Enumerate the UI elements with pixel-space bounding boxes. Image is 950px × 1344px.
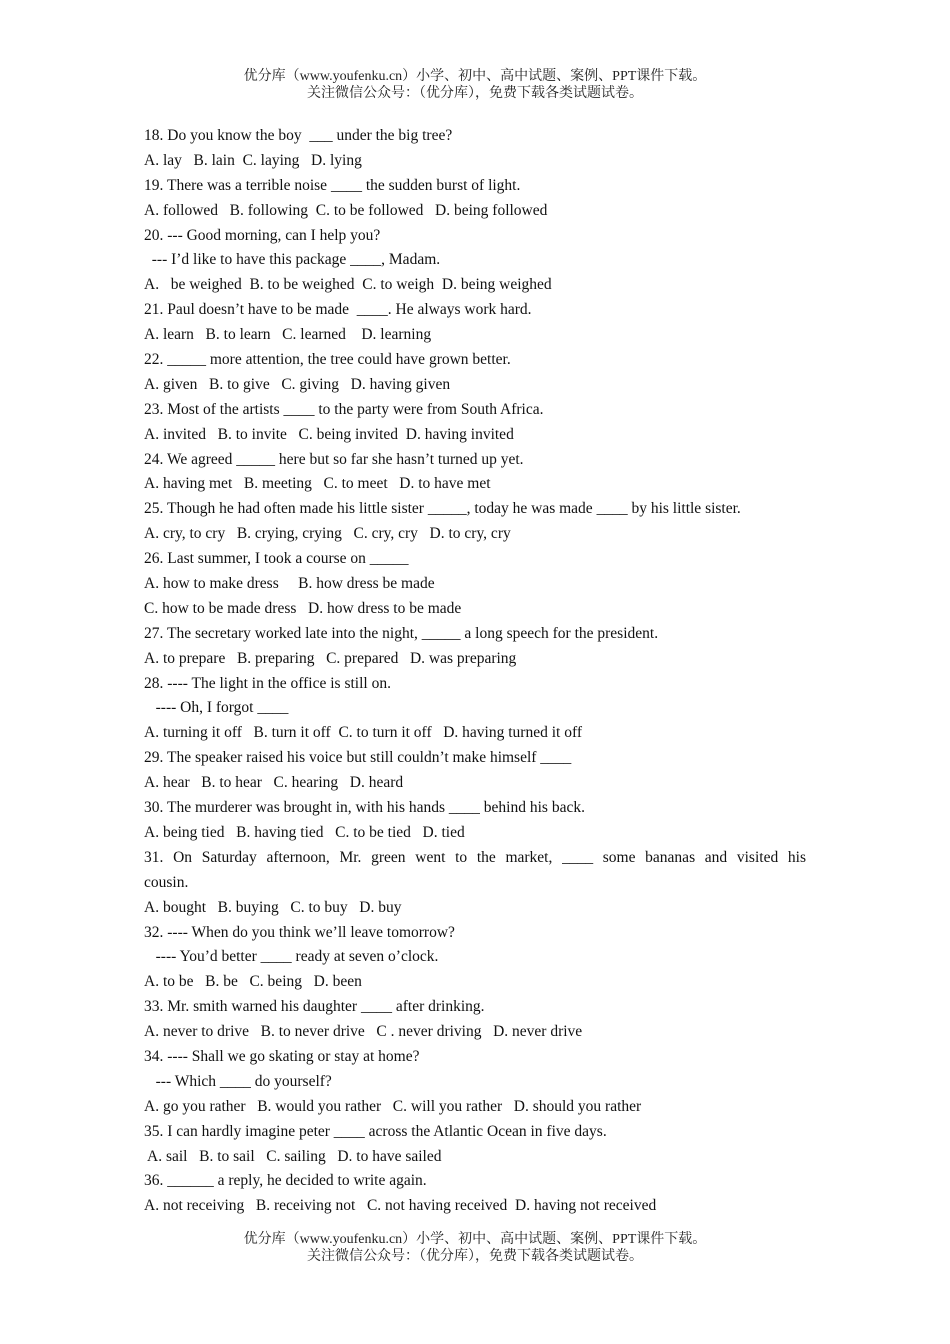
answer-options: A. go you rather B. would you rather C. will you rather D. should you rather xyxy=(144,1097,642,1115)
answer-options: A. followed B. following C. to be followed D. being followed xyxy=(144,201,548,219)
answer-options: A. turning it off B. turn it off C. to turn it off D. having turned it off xyxy=(144,724,582,742)
dialogue-line: --- I’d like to have this package ____, Madam. xyxy=(144,251,441,269)
question-line: 20. --- Good morning, can I help you? xyxy=(144,226,381,244)
answer-options: A. not receiving B. receiving not C. not having received D. having not received xyxy=(144,1197,657,1215)
answer-options: A. learn B. to learn C. learned D. learning xyxy=(144,326,432,344)
question-line: 33. Mr. smith warned his daughter ____ after drinking. xyxy=(144,998,485,1016)
question-line: 21. Paul doesn’t have to be made ____. He always work hard. xyxy=(144,301,532,319)
answer-options: A. never to drive B. to never drive C . never driving D. never drive xyxy=(144,1023,583,1041)
question-line: 32. ---- When do you think we’ll leave tomorrow? xyxy=(144,923,455,941)
answer-options: C. how to be made dress D. how dress to be made xyxy=(144,599,462,617)
question-line: 35. I can hardly imagine peter ____ across the Atlantic Ocean in five days. xyxy=(144,1122,607,1140)
question-line: 27. The secretary worked late into the night, _____ a long speech for the president. xyxy=(144,624,659,642)
question-line: 36. ______ a reply, he decided to write again. xyxy=(144,1172,427,1190)
question-line: 34. ---- Shall we go skating or stay at home? xyxy=(144,1047,420,1065)
page-header xyxy=(0,68,950,102)
page-footer xyxy=(0,1231,950,1265)
answer-options: A. hear B. to hear C. hearing D. heard xyxy=(144,774,404,792)
question-line: 26. Last summer, I took a course on _____ xyxy=(144,550,409,568)
question-line: 28. ---- The light in the office is still on. xyxy=(144,674,391,692)
answer-options: A. be weighed B. to be weighed C. to weigh D. being weighed xyxy=(144,276,552,294)
question-line: 30. The murderer was brought in, with his hands ____ behind his back. xyxy=(144,799,585,817)
answer-options: A. to prepare B. preparing C. prepared D. was preparing xyxy=(144,649,517,667)
dialogue-line: --- Which ____ do yourself? xyxy=(144,1072,332,1090)
question-line: 23. Most of the artists ____ to the party were from South Africa. xyxy=(144,400,544,418)
answer-options: A. sail B. to sail C. sailing D. to have sailed xyxy=(144,1147,442,1165)
answer-options: A. lay B. lain C. laying D. lying xyxy=(144,151,362,169)
answer-options: A. bought B. buying C. to buy D. buy xyxy=(144,898,402,916)
footer-line-1: 优分库（www.youfenku.cn）小学、初中、高中试题、案例、PPT课件下载。 xyxy=(243,1232,707,1247)
question-line: 31. On Saturday afternoon, Mr. green went to the market, ____ some bananas and visited his xyxy=(144,848,806,866)
answer-options: A. invited B. to invite C. being invited D. having invited xyxy=(144,425,514,443)
header-line-1: 优分库（www.youfenku.cn）小学、初中、高中试题、案例、PPT课件下载。 xyxy=(243,69,707,84)
answer-options: A. to be B. be C. being D. been xyxy=(144,973,362,991)
answer-options: A. cry, to cry B. crying, crying C. cry, cry D. to cry, cry xyxy=(144,525,511,543)
answer-options: A. how to make dress B. how dress be made xyxy=(144,575,435,593)
question-line: 25. Though he had often made his little sister _____, today he was made ____ by his little sister. xyxy=(144,500,741,518)
question-line: 22. _____ more attention, the tree could have grown better. xyxy=(144,351,511,369)
question-line: 29. The speaker raised his voice but still couldn’t make himself ____ xyxy=(144,749,572,767)
question-line-continued: cousin. xyxy=(144,873,189,891)
question-line: 18. Do you know the boy ___ under the big tree? xyxy=(144,127,453,144)
answer-options: A. given B. to give C. giving D. having given xyxy=(144,375,451,393)
footer-line-2: 关注微信公众号：（优分库），免费下载各类试题试卷。 xyxy=(307,1249,643,1264)
answer-options: A. having met B. meeting C. to meet D. to have met xyxy=(144,475,491,493)
dialogue-line: ---- Oh, I forgot ____ xyxy=(144,699,289,717)
question-list xyxy=(144,124,806,1219)
header-line-2: 关注微信公众号：（优分库），免费下载各类试题试卷。 xyxy=(307,86,643,101)
answer-options: A. being tied B. having tied C. to be tied D. tied xyxy=(144,823,465,841)
dialogue-line: ---- You’d better ____ ready at seven o’clock. xyxy=(144,948,439,966)
question-line: 19. There was a terrible noise ____ the sudden burst of light. xyxy=(144,176,521,194)
question-line: 24. We agreed _____ here but so far she hasn’t turned up yet. xyxy=(144,450,524,468)
